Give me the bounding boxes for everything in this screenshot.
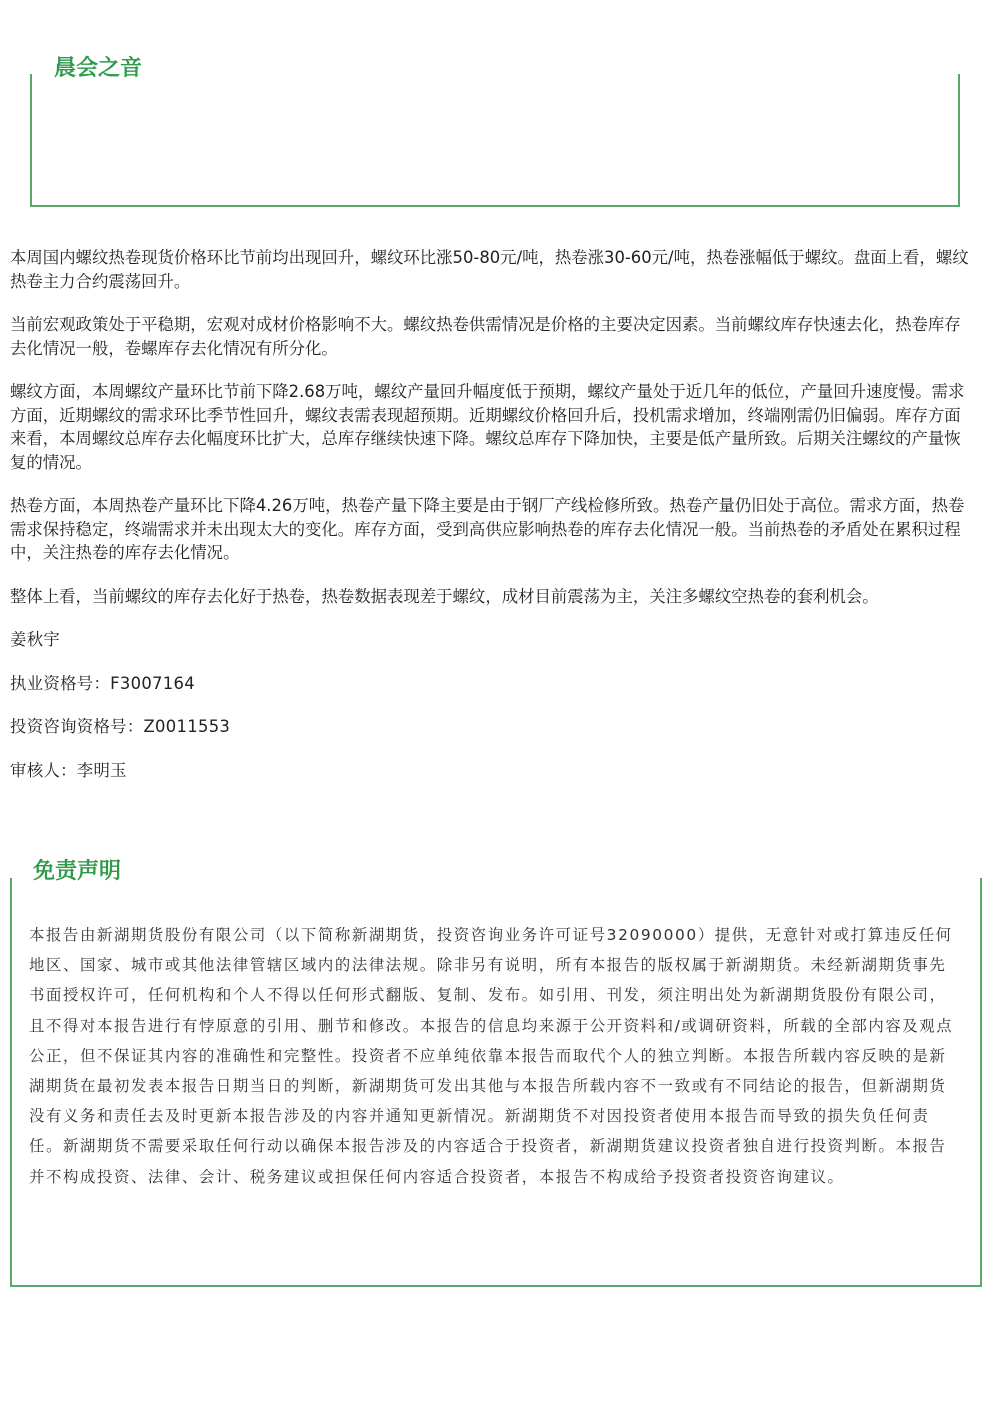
paragraph-summary: 整体上看，当前螺纹的库存去化好于热卷，热卷数据表现差于螺纹，成材目前震荡为主，关注多螺纹空热卷的套利机会。 — [10, 586, 879, 606]
paragraph-price-overview: 本周国内螺纹热卷现货价格环比节前均出现回升，螺纹环比涨50-80元/吨，热卷涨30-60元/吨，热卷涨幅低于螺纹。盘面上看，螺纹热卷主力合约震荡回升。 — [10, 248, 969, 291]
morning-meeting-title: 晨会之音 — [50, 55, 146, 83]
disclaimer-text: 本报告由新湖期货股份有限公司（以下简称新湖期货，投资咨询业务许可证号32090000）提供，无意针对或打算违反任何地区、国家、城市或其他法律管辖区域内的法律法规。除非另有说明，所有本报告的版权属于新湖期货。未经新湖期货事先书面授权许可，任何机构和个人不得以任何形式翻版、复制、发布。如引用、刊发，须注明出处为新湖期货股份有限公司，且不得对本报告进行有悖原意的引用、删节和修改。本报告的信息均来源于公开资料和/或调研资料，所载的全部内容及观点公正，但不保证其内容的准确性和完整性。投资者不应单纯依靠本报告而取代个人的独立判断。本报告所载内容反映的是新湖期货在最初发表本报告日期当日的判断，新湖期货可发出其他与本报告所载内容不一致或有不同结论的报告，但新湖期货没有义务和责任去及时更新本报告涉及的内容并通知更新情况。新湖期货不对因投资者使用本报告而导致的损失负任何责任。新湖期货不需要采取任何行动以确保本报告涉及的内容适合于投资者，新湖期货建议投资者独自进行投资判断。本报告并不构成投资、法律、会计、税务建议或担保任何内容适合投资者，本报告不构成给予投资者投资咨询建议。 — [29, 926, 954, 1186]
consulting-license-number: 投资咨询资格号：Z0011553 — [10, 717, 231, 736]
paragraph-rebar: 螺纹方面，本周螺纹产量环比节前下降2.68万吨，螺纹产量回升幅度低于预期，螺纹产量处于近几年的低位，产量回升速度慢。需求方面，近期螺纹的需求环比季节性回升，螺纹表需表现超预期。近期螺纹价格回升后，投机需求增加，终端刚需仍旧偏弱。库存方面来看，本周螺纹总库存去化幅度环比扩大，总库存继续快速下降。螺纹总库存下降加快，主要是低产量所致。后期关注螺纹的产量恢复的情况。 — [10, 382, 965, 472]
morning-meeting-frame — [30, 74, 960, 207]
author-name: 姜秋宇 — [10, 630, 61, 649]
paragraph-hot-coil: 热卷方面，本周热卷产量环比下降4.26万吨，热卷产量下降主要是由于钢厂产线检修所致。热卷产量仍旧处于高位。需求方面，热卷需求保持稳定，终端需求并未出现太大的变化。库存方面，受到高供应影响热卷的库存去化情况一般。当前热卷的矛盾处在累积过程中，关注热卷的库存去化情况。 — [10, 496, 965, 562]
article-body — [10, 246, 976, 802]
license-number: 执业资格号：F3007164 — [10, 673, 195, 693]
reviewer: 审核人：李明玉 — [10, 760, 127, 780]
disclaimer-title: 免责声明 — [29, 858, 125, 886]
paragraph-macro: 当前宏观政策处于平稳期，宏观对成材价格影响不大。螺纹热卷供需情况是价格的主要决定因素。当前螺纹库存快速去化，热卷库存去化情况一般，卷螺库存去化情况有所分化。 — [10, 315, 961, 358]
